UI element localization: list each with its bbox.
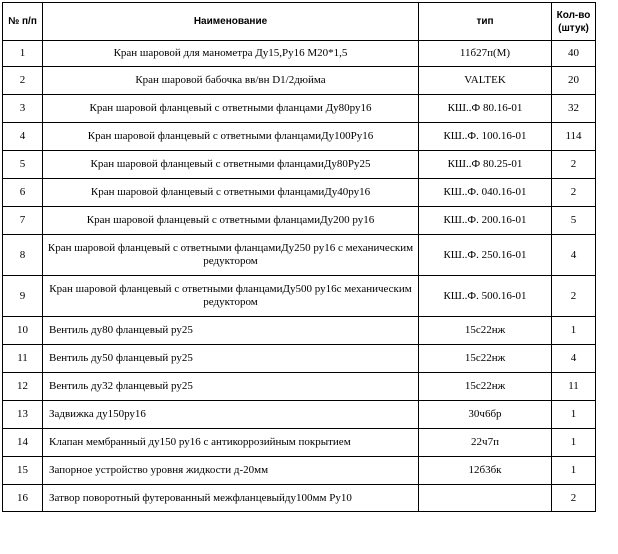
row-name: Кран шаровой фланцевый с ответными фланцамиДу100Ру16 <box>43 123 419 151</box>
row-num: 6 <box>3 179 43 207</box>
row-type: 15с22нж <box>419 373 552 401</box>
header-type: тип <box>419 3 552 41</box>
row-name: Задвижка ду150ру16 <box>43 401 419 429</box>
row-name: Кран шаровой для манометра Ду15,Ру16 М20*1,5 <box>43 41 419 67</box>
row-type: 11б27п(М) <box>419 41 552 67</box>
row-num: 8 <box>3 235 43 276</box>
table-row <box>3 179 596 207</box>
row-qty: 2 <box>552 151 596 179</box>
row-type: 12б3бк <box>419 457 552 485</box>
table-row <box>3 485 596 512</box>
row-num: 12 <box>3 373 43 401</box>
row-type: КШ..Ф. 040.16-01 <box>419 179 552 207</box>
row-qty: 2 <box>552 276 596 317</box>
row-num: 4 <box>3 123 43 151</box>
table-row <box>3 95 596 123</box>
table-row <box>3 401 596 429</box>
row-num: 14 <box>3 429 43 457</box>
row-type: 22ч7п <box>419 429 552 457</box>
row-name: Кран шаровой фланцевый с ответными фланцамиДу200 ру16 <box>43 207 419 235</box>
row-num: 9 <box>3 276 43 317</box>
row-type: КШ..Ф 80.25-01 <box>419 151 552 179</box>
row-name: Кран шаровой фланцевый с ответными фланцамиДу250 ру16 с механическим редуктором <box>43 235 419 276</box>
row-type: VALTEK <box>419 67 552 95</box>
row-num: 15 <box>3 457 43 485</box>
table-row <box>3 457 596 485</box>
table-row <box>3 235 596 276</box>
table-row <box>3 207 596 235</box>
row-num: 13 <box>3 401 43 429</box>
row-name: Вентиль ду50 фланцевый ру25 <box>43 345 419 373</box>
row-type: КШ..Ф 80.16-01 <box>419 95 552 123</box>
table-row <box>3 276 596 317</box>
table-row <box>3 151 596 179</box>
row-type: КШ..Ф. 250.16-01 <box>419 235 552 276</box>
row-num: 3 <box>3 95 43 123</box>
row-type: КШ..Ф. 100.16-01 <box>419 123 552 151</box>
row-name: Клапан мембранный ду150 ру16 с антикоррозийным покрытием <box>43 429 419 457</box>
row-qty: 4 <box>552 235 596 276</box>
row-name: Вентиль ду32 фланцевый ру25 <box>43 373 419 401</box>
header-qty: Кол-во (штук) <box>552 3 596 41</box>
row-num: 10 <box>3 317 43 345</box>
row-qty: 20 <box>552 67 596 95</box>
row-type: 15с22нж <box>419 345 552 373</box>
equipment-table <box>2 2 596 512</box>
row-num: 16 <box>3 485 43 512</box>
row-num: 7 <box>3 207 43 235</box>
row-name: Затвор поворотный футерованный межфланцевыйду100мм Ру10 <box>43 485 419 512</box>
table-row <box>3 123 596 151</box>
row-type <box>419 485 552 512</box>
row-qty: 2 <box>552 179 596 207</box>
row-type: 15с22нж <box>419 317 552 345</box>
row-num: 1 <box>3 41 43 67</box>
row-qty: 40 <box>552 41 596 67</box>
row-qty: 1 <box>552 317 596 345</box>
row-num: 5 <box>3 151 43 179</box>
row-name: Кран шаровой фланцевый с ответными фланцамиДу80Ру25 <box>43 151 419 179</box>
row-qty: 32 <box>552 95 596 123</box>
row-name: Запорное устройство уровня жидкости д-20мм <box>43 457 419 485</box>
row-name: Кран шаровой фланцевый с ответными фланцамиДу40ру16 <box>43 179 419 207</box>
table-row <box>3 41 596 67</box>
row-qty: 11 <box>552 373 596 401</box>
table-row <box>3 67 596 95</box>
row-type: КШ..Ф. 200.16-01 <box>419 207 552 235</box>
row-qty: 1 <box>552 457 596 485</box>
header-row <box>3 3 596 41</box>
row-name: Кран шаровой фланцевый с ответными фланцамиДу500 ру16с механическим редуктором <box>43 276 419 317</box>
table-row <box>3 317 596 345</box>
header-name: Наименование <box>43 3 419 41</box>
table-row <box>3 429 596 457</box>
table-row <box>3 345 596 373</box>
row-name: Кран шаровой фланцевый с ответными фланцами Ду80ру16 <box>43 95 419 123</box>
row-type: 30ч6бр <box>419 401 552 429</box>
row-qty: 5 <box>552 207 596 235</box>
row-qty: 114 <box>552 123 596 151</box>
row-qty: 1 <box>552 429 596 457</box>
row-num: 2 <box>3 67 43 95</box>
row-num: 11 <box>3 345 43 373</box>
header-num: № п/п <box>3 3 43 41</box>
row-qty: 4 <box>552 345 596 373</box>
row-qty: 2 <box>552 485 596 512</box>
row-qty: 1 <box>552 401 596 429</box>
row-type: КШ..Ф. 500.16-01 <box>419 276 552 317</box>
table-row <box>3 373 596 401</box>
row-name: Вентиль ду80 фланцевый ру25 <box>43 317 419 345</box>
row-name: Кран шаровой бабочка вв/вн D1/2дюйма <box>43 67 419 95</box>
